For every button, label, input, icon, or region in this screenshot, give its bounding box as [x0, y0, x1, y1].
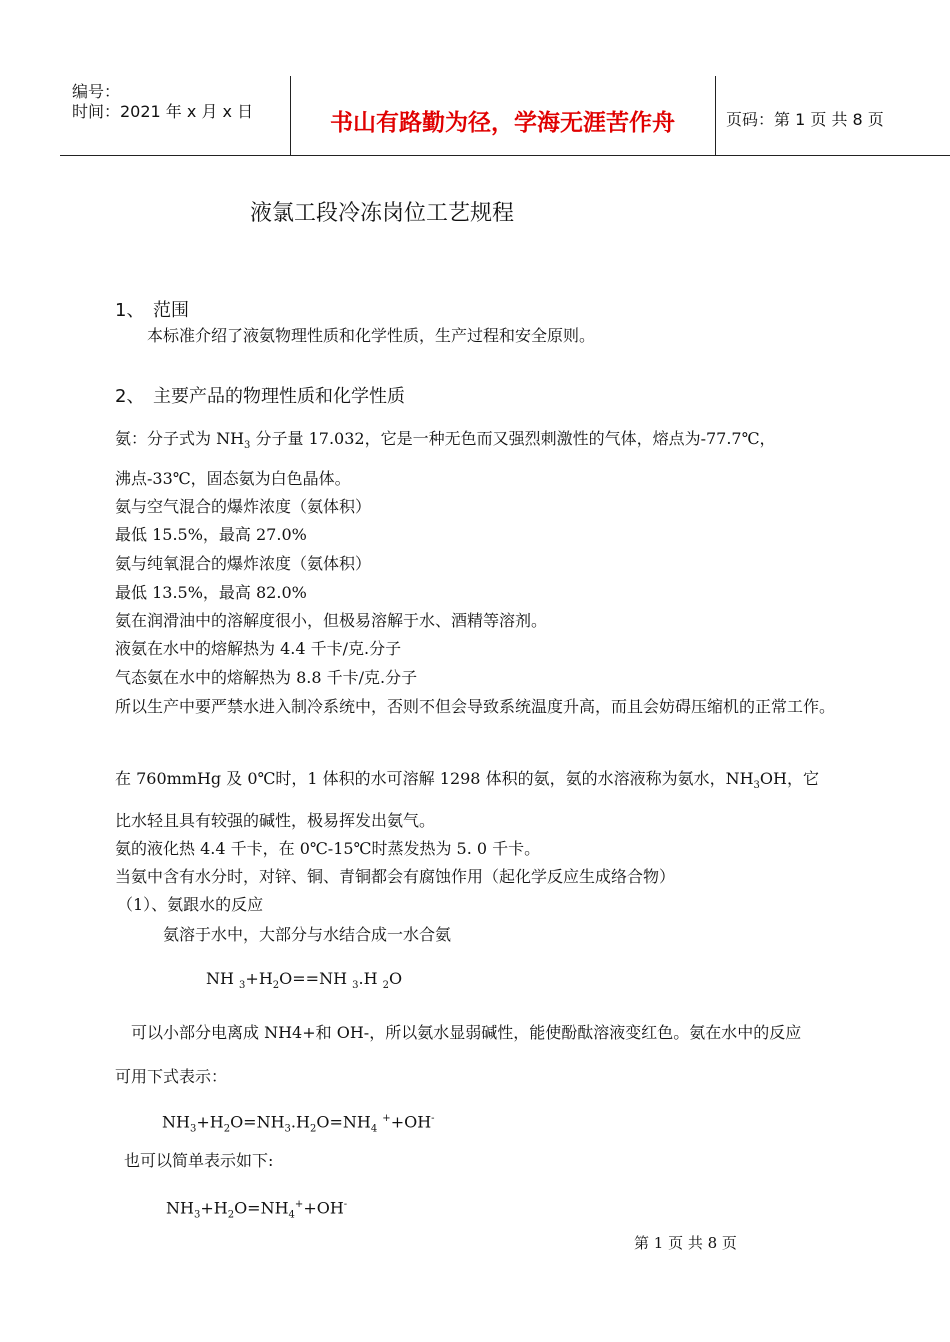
equation-3: $NH_3+H_2O=NH_4^++OH^-$	[166, 1198, 348, 1221]
number-label: 编号：	[72, 82, 121, 101]
paragraph-line: 可以小部分电离成 NH4+和 OH-，所以氨水显弱碱性，能使酚酞溶液变红色。氨在水中的反应	[131, 1023, 802, 1042]
page-footer: 第 1 页 共 8 页	[634, 1234, 737, 1252]
paragraph-line	[115, 426, 776, 459]
header-motto: 书山有路勤为径，学海无涯苦作舟	[330, 110, 675, 136]
equation-1: NH $_3+H_2O==NH$ $_3$.H $_2$O	[206, 969, 403, 992]
paragraph-line: 液氨在水中的熔解热为 4.4 千卡/克.分子	[115, 639, 402, 658]
paragraph-line: 可用下式表示：	[115, 1067, 228, 1086]
paragraph-line: 最低 13.5%，最高 82.0%	[115, 583, 307, 602]
text-run: OH，它	[759, 769, 819, 788]
paragraph-line: （1）、氨跟水的反应	[117, 895, 264, 914]
paragraph-line: 气态氨在水中的熔解热为 8.8 千卡/克.分子	[115, 668, 418, 687]
text-run: 在 760mmHg 及 0℃时，1 体积的水可溶解 1298 体积的氨，氨的水溶液称为氨水，NH	[115, 769, 754, 788]
header-page-label: 页码：第 1 页 共 8 页	[726, 110, 884, 129]
document-title: 液氯工段冷冻岗位工艺规程	[250, 201, 515, 226]
paragraph-line: 也可以简单表示如下:	[124, 1151, 274, 1170]
equation-2: $NH_3+H_2O=NH_3.H_2O=NH_4$ ++OH-	[162, 1112, 435, 1135]
paragraph-line: 比水轻且具有较强的碱性，极易挥发出氨气。	[115, 811, 436, 830]
paragraph-line: 当氨中含有水分时，对锌、铜、青铜都会有腐蚀作用（起化学反应生成络合物）	[115, 867, 676, 886]
section-title: 主要产品的物理性质和化学性质	[153, 386, 405, 407]
paragraph-line	[115, 766, 819, 799]
subscript: 3	[753, 780, 760, 792]
section-1-text: 本标准介绍了液氨物理性质和化学性质，生产过程和安全原则。	[147, 326, 596, 345]
paragraph-line: 氨的液化热 4.4 千卡，在 0℃-15℃时蒸发热为 5. 0 千卡。	[115, 839, 541, 858]
section-title: 范围	[153, 300, 189, 321]
subscript: 3	[244, 440, 251, 452]
section-number: 1、	[115, 300, 145, 321]
paragraph-line: 氨与纯氧混合的爆炸浓度（氨体积）	[115, 554, 372, 573]
time-label: 时间：2021 年 x 月 x 日	[72, 102, 254, 121]
section-number: 2、	[115, 386, 145, 407]
paragraph-line: 氨与空气混合的爆炸浓度（氨体积）	[115, 497, 372, 516]
section-1-heading	[115, 296, 189, 322]
text-run: 分子量 17.032，它是一种无色而又强烈刺激性的气体，熔点为-77.7℃，	[250, 429, 776, 448]
header-meta	[72, 82, 253, 122]
paragraph-line: 沸点-33℃，固态氨为白色晶体。	[115, 469, 351, 488]
paragraph-wrapped: 所以生产中要严禁水进入制冷系统中，否则不但会导致系统温度升高，而且会妨碍压缩机的正常工作。	[115, 697, 836, 716]
paragraph-line: 氨在润滑油中的溶解度很小，但极易溶解于水、酒精等溶剂。	[115, 611, 548, 630]
paragraph-line: 氨溶于水中，大部分与水结合成一水合氨	[163, 925, 452, 944]
paragraph-line: 最低 15.5%，最高 27.0%	[115, 525, 307, 544]
header-table	[60, 76, 950, 156]
header-divider	[715, 76, 716, 155]
text-run: 氨：分子式为 NH	[115, 429, 245, 448]
section-2-heading	[115, 382, 405, 408]
